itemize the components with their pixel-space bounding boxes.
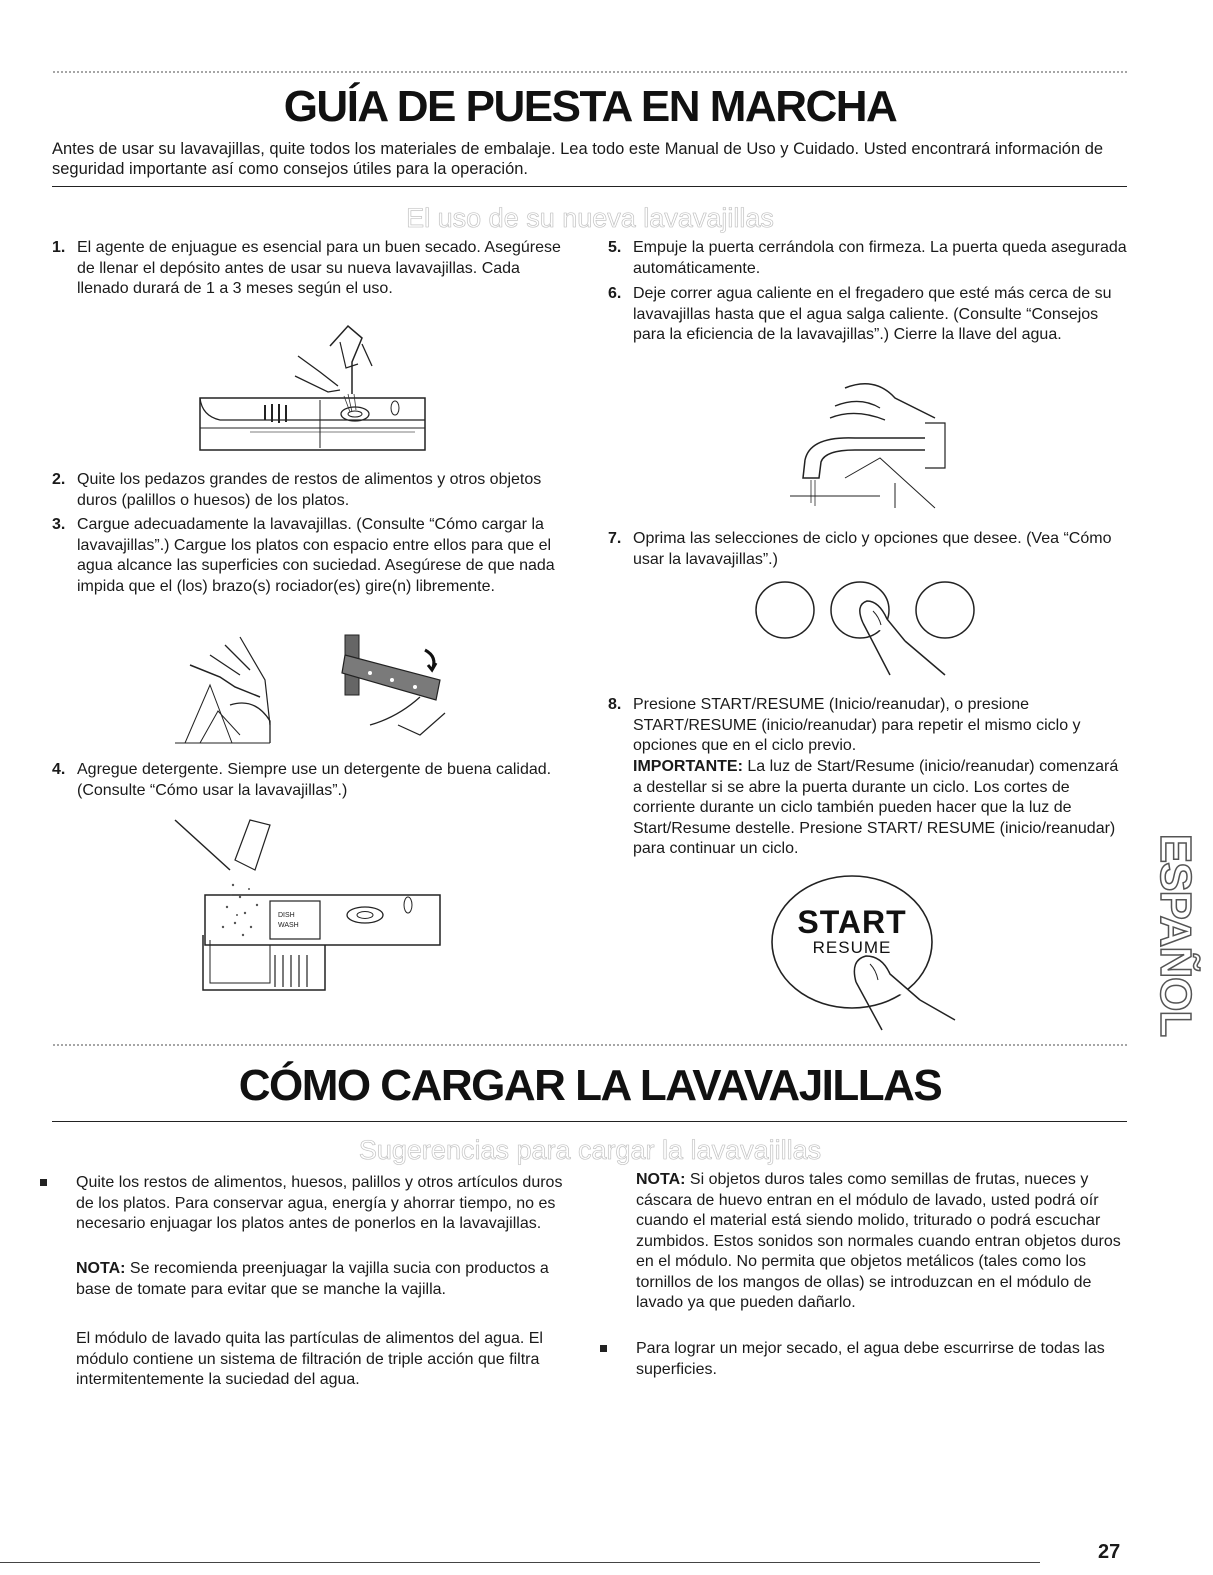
step-text: Oprima las selecciones de ciclo y opciones que desee. (Vea “Cómo usar la lavavajillas”.) — [633, 530, 1112, 568]
page-title-loading: CÓMO CARGAR LA LAVAVAJILLAS — [238, 1061, 942, 1110]
wash-module-paragraph: El módulo de lavado quita las partículas de alimentos del agua. El módulo contiene un sistema de filtración de triple acción que filtra intermitentemente la suciedad del agua. — [76, 1330, 543, 1388]
step-number: 1. — [52, 239, 66, 256]
cycle-buttons-illustration — [755, 575, 985, 680]
faucet-illustration — [785, 378, 955, 508]
middle-dotted-rule — [52, 1043, 1127, 1048]
step-number: 2. — [52, 471, 66, 488]
nota-label: NOTA: — [636, 1171, 686, 1188]
section-rule-2 — [52, 1121, 1127, 1122]
step-6 — [608, 284, 1128, 346]
rinse-aid-illustration — [190, 320, 440, 455]
step-text: Deje correr agua caliente en el fregadero que esté más cerca de su lavavajillas hasta que el agua salga caliente. (Consulte “Consejos para la eficiencia de la lavavajillas”.) Cierre la llave del agua. — [633, 285, 1112, 343]
start-resume-illustration — [770, 872, 960, 1032]
bullet-better-drying — [600, 1339, 1128, 1380]
step-number: 5. — [608, 239, 622, 256]
step-4 — [52, 760, 562, 801]
step-7 — [608, 529, 1128, 570]
step-text: Empuje la puerta cerrándola con firmeza. La puerta queda asegurada automáticamente. — [633, 239, 1127, 277]
page-title-start-guide: GUÍA DE PUESTA EN MARCHA — [283, 82, 897, 131]
resume-label: RESUME — [812, 938, 892, 957]
intro-paragraph: Antes de usar su lavavajillas, quite todos los materiales de embalaje. Lea todo este Manual de Uso y Cuidado. Usted encontrará información de seguridad importante así como consejos útiles para la operación. — [52, 140, 1104, 178]
nota-hard-objects — [636, 1170, 1128, 1314]
bullet-icon — [40, 1179, 47, 1186]
subheading-using-dishwasher: El uso de su nueva lavavajillas — [406, 203, 774, 233]
language-side-tab: ESPAÑOL — [1151, 833, 1200, 1037]
bullet-remove-food — [40, 1173, 570, 1235]
step-5 — [608, 238, 1128, 279]
important-label: IMPORTANTE: — [633, 758, 743, 775]
nota-prerinse — [76, 1259, 566, 1300]
nota-text: Se recomienda preenjuagar la vajilla sucia con productos a base de tomate para evitar que se manche la vajilla. — [76, 1260, 549, 1298]
step-1 — [52, 238, 562, 300]
bullet-text: Quite los restos de alimentos, huesos, palillos y otros artículos duros de los platos. Para conservar agua, energía y ahorrar tiempo, no es necesario enjuagar los platos antes de ponerlos en la lavavajillas. — [76, 1174, 563, 1232]
important-text: La luz de Start/Resume (inicio/reanudar) comenzará a destellar si se abre la puerta durante un ciclo. Los cortes de corriente durante un ciclo también pueden hacer que la luz de Start/Resume destelle. Presione START/ RESUME (inicio/reanudar) para continuar un ciclo. — [633, 758, 1119, 857]
subheading-loading-tips: Sugerencias para cargar la lavavajillas — [358, 1135, 822, 1165]
step-number: 6. — [608, 285, 622, 302]
step-text: Cargue adecuadamente la lavavajillas. (Consulte “Cómo cargar la lavavajillas”.) Cargue los platos con espacio entre ellos para que el agua alcance las superficies con suciedad. Asegúrese de que nada impida que el (los) brazo(s) rociador(es) gire(n) libremente. — [77, 516, 555, 595]
detergent-illustration — [175, 815, 450, 995]
start-label: START — [797, 904, 907, 940]
top-dotted-rule — [52, 70, 1127, 75]
step-3 — [52, 515, 567, 597]
step-number: 4. — [52, 761, 66, 778]
step-text: Quite los pedazos grandes de restos de alimentos y otros objetos duros (palillos o huesos) de los platos. — [77, 471, 542, 509]
bottom-rule — [0, 1562, 1040, 1563]
step-text: Agregue detergente. Siempre use un detergente de buena calidad. (Consulte “Cómo usar la lavavajillas”.) — [77, 761, 552, 799]
page-number: 27 — [1098, 1541, 1121, 1563]
loading-dishes-illustration — [170, 625, 455, 750]
important-note — [633, 757, 1128, 860]
step-number: 7. — [608, 530, 622, 547]
svg-text:WASH: WASH — [278, 922, 299, 929]
step-number: 8. — [608, 696, 622, 713]
dispenser-label: DISH — [278, 912, 295, 919]
nota-text: Si objetos duros tales como semillas de frutas, nueces y cáscara de huevo entran en el módulo de lavado, usted podrá oír cuando el material está siendo molido, triturado o podrá escuchar zumbidos. Estos sonidos son normales cuando entran objetos duros en el módulo. No permita que objetos metálicos (tales como los tornillos de los mangos de ollas) se introduzcan en el módulo de lavado ya que pueden dañarlo. — [636, 1171, 1121, 1311]
bullet-text: Para lograr un mejor secado, el agua debe escurrirse de todas las superficies. — [636, 1340, 1105, 1378]
step-2 — [52, 470, 562, 511]
nota-label: NOTA: — [76, 1260, 126, 1277]
step-8 — [608, 695, 1128, 757]
step-text: El agente de enjuague es esencial para un buen secado. Asegúrese de llenar el depósito antes de usar su nueva lavavajillas. Cada llenado durará de 1 a 3 meses según el uso. — [77, 239, 561, 297]
step-number: 3. — [52, 516, 66, 533]
section-rule — [52, 186, 1127, 187]
bullet-icon — [600, 1345, 607, 1352]
step-text: Presione START/RESUME (Inicio/reanudar), o presione START/RESUME (inicio/reanudar) para repetir el mismo ciclo y opciones que en el ciclo previo. — [633, 696, 1081, 754]
